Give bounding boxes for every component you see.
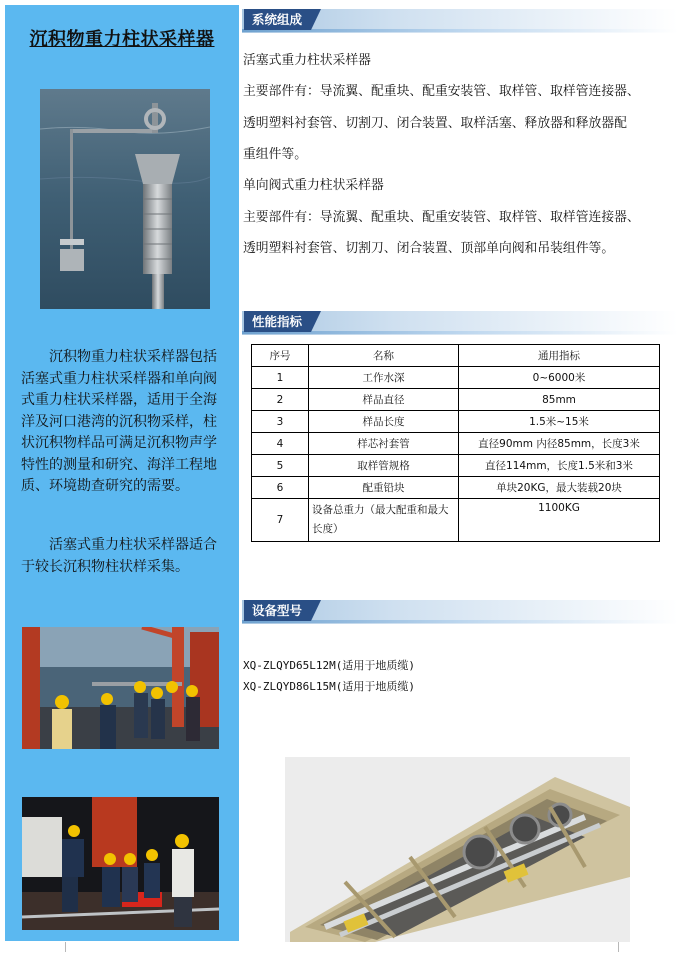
row-value: 直径90mm 内径85mm，长度3米 (459, 433, 660, 455)
row-name: 样品直径 (309, 389, 459, 411)
composition-line-7: 透明塑料衬套管、切割刀、闭合装置、顶部单向阀和吊装组件等。 (243, 241, 615, 256)
sampler-at-sea-photo (40, 89, 210, 309)
table-row (252, 499, 660, 542)
row-no: 3 (252, 411, 309, 433)
composition-line-1: 活塞式重力柱状采样器 (243, 53, 371, 68)
table-header-row (252, 345, 660, 367)
row-no: 6 (252, 477, 309, 499)
table-row (252, 367, 660, 389)
col-header-no: 序号 (252, 345, 309, 367)
composition-header-label: 系统组成 (244, 9, 311, 30)
col-header-name: 名称 (309, 345, 459, 367)
page-corner-mark-left (65, 942, 66, 952)
sidebar-paragraph-1: 沉积物重力柱状采样器包括活塞式重力柱状采样器和单向阀式重力柱状采样器，适用于全海洋及河口港湾的沉积物采样，柱状沉积物样品可满足沉积物声学特性的测量和研究、海洋工程地质、环境勘查研究的需要。 (21, 349, 217, 494)
row-no: 7 (252, 499, 309, 542)
row-value: 直径114mm，长度1.5米和3米 (459, 455, 660, 477)
composition-line-3: 透明塑料衬套管、切割刀、闭合装置、取样活塞、释放器和释放器配 (243, 116, 627, 131)
row-no: 1 (252, 367, 309, 389)
row-name: 取样管规格 (309, 455, 459, 477)
product-title: 沉积物重力柱状采样器 (29, 29, 215, 50)
crew-deck-photo (22, 627, 219, 749)
row-value: 85mm (459, 389, 660, 411)
sidebar-paragraph-2: 活塞式重力柱状采样器适合于较长沉积物柱状样采集。 (21, 537, 217, 575)
page-corner-mark-right (618, 942, 619, 952)
table-row (252, 433, 660, 455)
performance-header (242, 311, 678, 335)
row-name: 样品长度 (309, 411, 459, 433)
table-row (252, 477, 660, 499)
model-item-2: XQ-ZLQYD86L15M(适用于地质缆) (243, 680, 415, 693)
sidebar (5, 5, 239, 941)
sampler-crate-render (285, 757, 630, 942)
row-no: 4 (252, 433, 309, 455)
row-value: 1.5米~15米 (459, 411, 660, 433)
row-name: 设备总重力（最大配重和最大长度） (309, 499, 459, 542)
row-value: 0~6000米 (459, 367, 660, 389)
row-value: 单块20KG，最大装载20块 (459, 477, 660, 499)
models-header (242, 600, 678, 624)
composition-line-5: 单向阀式重力柱状采样器 (243, 178, 384, 193)
row-value: 1100KG (459, 499, 660, 542)
crew-night-photo (22, 797, 219, 930)
composition-header (242, 9, 678, 33)
models-header-label: 设备型号 (244, 600, 311, 621)
table-row (252, 411, 660, 433)
composition-line-6: 主要部件有：导流翼、配重块、配重安装管、取样管、取样管连接器、 (243, 210, 640, 225)
row-no: 2 (252, 389, 309, 411)
model-item-1: XQ-ZLQYD65L12M(适用于地质缆) (243, 659, 415, 672)
performance-table (251, 344, 660, 542)
performance-header-label: 性能指标 (244, 311, 311, 332)
composition-line-4: 重组件等。 (243, 147, 307, 162)
table-row (252, 389, 660, 411)
row-name: 配重铅块 (309, 477, 459, 499)
row-name: 工作水深 (309, 367, 459, 389)
table-row (252, 455, 660, 477)
composition-line-2: 主要部件有：导流翼、配重块、配重安装管、取样管、取样管连接器、 (243, 84, 640, 99)
row-no: 5 (252, 455, 309, 477)
row-name: 样芯衬套管 (309, 433, 459, 455)
col-header-value: 通用指标 (459, 345, 660, 367)
